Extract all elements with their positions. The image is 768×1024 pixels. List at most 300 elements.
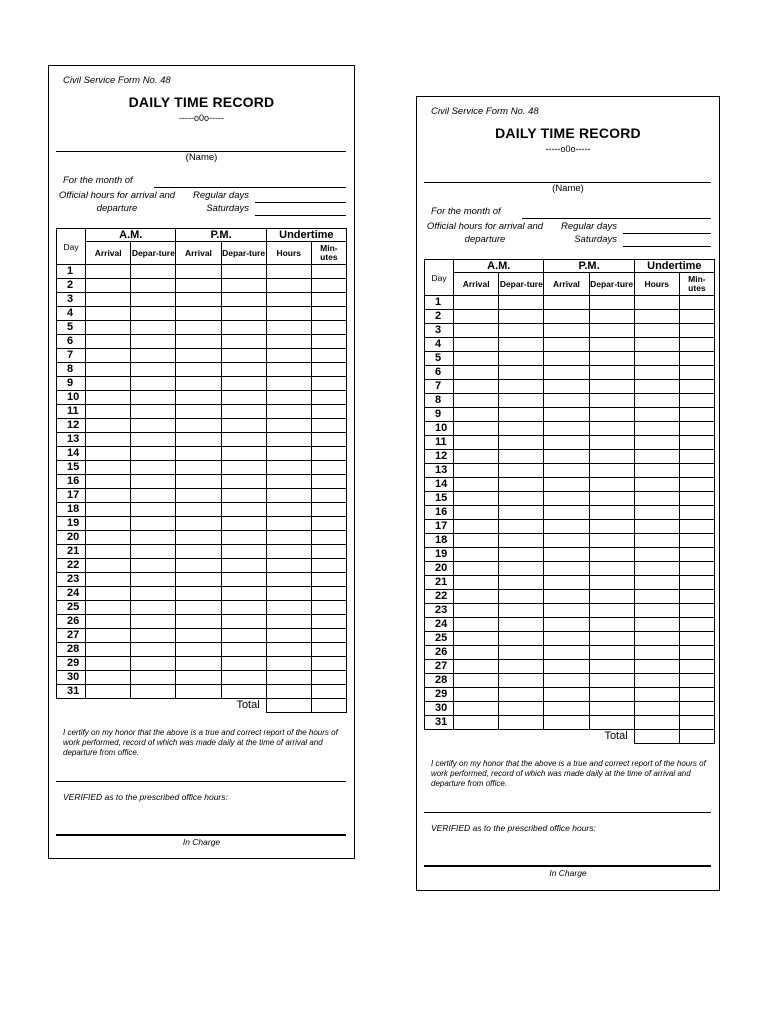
pm-departure-cell[interactable] (589, 352, 634, 366)
am-arrival-cell[interactable] (86, 335, 131, 349)
am-departure-cell[interactable] (499, 492, 544, 506)
pm-arrival-cell[interactable] (544, 506, 589, 520)
pm-departure-cell[interactable] (221, 657, 266, 671)
undertime-minutes-cell[interactable] (311, 475, 346, 489)
pm-arrival-cell[interactable] (544, 296, 589, 310)
am-departure-cell[interactable] (499, 702, 544, 716)
am-arrival-cell[interactable] (86, 363, 131, 377)
undertime-minutes-cell[interactable] (311, 265, 346, 279)
am-arrival-cell[interactable] (454, 422, 499, 436)
pm-departure-cell[interactable] (221, 559, 266, 573)
am-departure-cell[interactable] (499, 716, 544, 730)
undertime-hours-cell[interactable] (634, 478, 679, 492)
undertime-hours-cell[interactable] (266, 503, 311, 517)
am-departure-cell[interactable] (131, 391, 176, 405)
am-arrival-cell[interactable] (86, 503, 131, 517)
am-departure-cell[interactable] (499, 576, 544, 590)
am-departure-cell[interactable] (131, 587, 176, 601)
pm-departure-cell[interactable] (589, 310, 634, 324)
undertime-minutes-cell[interactable] (679, 702, 714, 716)
am-departure-cell[interactable] (499, 506, 544, 520)
am-departure-cell[interactable] (131, 321, 176, 335)
pm-departure-cell[interactable] (589, 562, 634, 576)
pm-departure-cell[interactable] (221, 391, 266, 405)
am-departure-cell[interactable] (499, 534, 544, 548)
am-arrival-cell[interactable] (86, 573, 131, 587)
am-arrival-cell[interactable] (86, 643, 131, 657)
undertime-minutes-cell[interactable] (311, 573, 346, 587)
pm-departure-cell[interactable] (221, 615, 266, 629)
undertime-hours-cell[interactable] (634, 436, 679, 450)
undertime-hours-cell[interactable] (634, 702, 679, 716)
pm-arrival-cell[interactable] (176, 643, 221, 657)
am-departure-cell[interactable] (499, 310, 544, 324)
pm-arrival-cell[interactable] (544, 660, 589, 674)
am-arrival-cell[interactable] (86, 545, 131, 559)
pm-departure-cell[interactable] (589, 366, 634, 380)
am-departure-cell[interactable] (499, 436, 544, 450)
in-charge-line[interactable] (56, 834, 346, 836)
undertime-minutes-cell[interactable] (311, 377, 346, 391)
undertime-minutes-cell[interactable] (679, 548, 714, 562)
undertime-minutes-cell[interactable] (311, 545, 346, 559)
am-departure-cell[interactable] (499, 590, 544, 604)
pm-departure-cell[interactable] (589, 646, 634, 660)
pm-arrival-cell[interactable] (176, 587, 221, 601)
am-departure-cell[interactable] (131, 335, 176, 349)
pm-departure-cell[interactable] (221, 307, 266, 321)
pm-departure-cell[interactable] (221, 405, 266, 419)
am-departure-cell[interactable] (131, 517, 176, 531)
undertime-minutes-cell[interactable] (679, 562, 714, 576)
am-departure-cell[interactable] (131, 349, 176, 363)
pm-departure-cell[interactable] (221, 363, 266, 377)
am-arrival-cell[interactable] (86, 321, 131, 335)
am-arrival-cell[interactable] (454, 548, 499, 562)
am-arrival-cell[interactable] (86, 419, 131, 433)
pm-departure-cell[interactable] (589, 436, 634, 450)
pm-departure-cell[interactable] (589, 632, 634, 646)
undertime-hours-cell[interactable] (266, 293, 311, 307)
undertime-minutes-cell[interactable] (679, 478, 714, 492)
undertime-hours-cell[interactable] (634, 688, 679, 702)
pm-departure-cell[interactable] (589, 674, 634, 688)
undertime-hours-cell[interactable] (634, 464, 679, 478)
undertime-minutes-cell[interactable] (679, 632, 714, 646)
pm-arrival-cell[interactable] (176, 489, 221, 503)
am-departure-cell[interactable] (499, 618, 544, 632)
am-arrival-cell[interactable] (86, 475, 131, 489)
pm-arrival-cell[interactable] (544, 324, 589, 338)
undertime-hours-cell[interactable] (266, 349, 311, 363)
total-minutes-cell[interactable] (679, 730, 714, 744)
undertime-minutes-cell[interactable] (311, 307, 346, 321)
am-arrival-cell[interactable] (454, 702, 499, 716)
pm-arrival-cell[interactable] (176, 671, 221, 685)
pm-arrival-cell[interactable] (176, 419, 221, 433)
pm-arrival-cell[interactable] (176, 279, 221, 293)
pm-departure-cell[interactable] (589, 520, 634, 534)
undertime-minutes-cell[interactable] (311, 391, 346, 405)
undertime-hours-cell[interactable] (266, 265, 311, 279)
undertime-minutes-cell[interactable] (311, 671, 346, 685)
pm-departure-cell[interactable] (589, 450, 634, 464)
pm-arrival-cell[interactable] (176, 559, 221, 573)
undertime-minutes-cell[interactable] (679, 534, 714, 548)
am-departure-cell[interactable] (499, 296, 544, 310)
pm-departure-cell[interactable] (589, 618, 634, 632)
am-departure-cell[interactable] (131, 531, 176, 545)
am-arrival-cell[interactable] (454, 576, 499, 590)
undertime-minutes-cell[interactable] (311, 657, 346, 671)
undertime-hours-cell[interactable] (634, 674, 679, 688)
am-arrival-cell[interactable] (454, 632, 499, 646)
pm-arrival-cell[interactable] (544, 674, 589, 688)
pm-departure-cell[interactable] (221, 475, 266, 489)
am-arrival-cell[interactable] (86, 349, 131, 363)
am-arrival-cell[interactable] (454, 618, 499, 632)
undertime-minutes-cell[interactable] (679, 310, 714, 324)
undertime-hours-cell[interactable] (266, 321, 311, 335)
am-departure-cell[interactable] (499, 562, 544, 576)
am-arrival-cell[interactable] (454, 492, 499, 506)
undertime-hours-cell[interactable] (266, 531, 311, 545)
am-arrival-cell[interactable] (86, 461, 131, 475)
undertime-minutes-cell[interactable] (311, 531, 346, 545)
am-arrival-cell[interactable] (86, 559, 131, 573)
pm-departure-cell[interactable] (589, 422, 634, 436)
undertime-minutes-cell[interactable] (679, 408, 714, 422)
am-departure-cell[interactable] (499, 338, 544, 352)
undertime-minutes-cell[interactable] (311, 517, 346, 531)
undertime-minutes-cell[interactable] (311, 405, 346, 419)
pm-arrival-cell[interactable] (544, 422, 589, 436)
am-arrival-cell[interactable] (454, 520, 499, 534)
undertime-hours-cell[interactable] (266, 363, 311, 377)
undertime-hours-cell[interactable] (266, 433, 311, 447)
month-line[interactable] (154, 187, 346, 188)
pm-arrival-cell[interactable] (544, 310, 589, 324)
undertime-minutes-cell[interactable] (311, 643, 346, 657)
undertime-minutes-cell[interactable] (679, 422, 714, 436)
am-departure-cell[interactable] (499, 394, 544, 408)
undertime-hours-cell[interactable] (634, 352, 679, 366)
am-departure-cell[interactable] (131, 405, 176, 419)
am-departure-cell[interactable] (499, 450, 544, 464)
pm-arrival-cell[interactable] (176, 321, 221, 335)
pm-departure-cell[interactable] (221, 671, 266, 685)
am-departure-cell[interactable] (131, 461, 176, 475)
am-arrival-cell[interactable] (454, 716, 499, 730)
pm-arrival-cell[interactable] (176, 363, 221, 377)
undertime-minutes-cell[interactable] (311, 629, 346, 643)
undertime-hours-cell[interactable] (634, 492, 679, 506)
am-arrival-cell[interactable] (86, 447, 131, 461)
am-departure-cell[interactable] (499, 464, 544, 478)
undertime-minutes-cell[interactable] (679, 506, 714, 520)
pm-arrival-cell[interactable] (176, 517, 221, 531)
undertime-minutes-cell[interactable] (311, 615, 346, 629)
am-departure-cell[interactable] (131, 671, 176, 685)
am-departure-cell[interactable] (131, 377, 176, 391)
undertime-minutes-cell[interactable] (679, 492, 714, 506)
am-arrival-cell[interactable] (86, 293, 131, 307)
undertime-minutes-cell[interactable] (311, 489, 346, 503)
am-departure-cell[interactable] (131, 559, 176, 573)
am-arrival-cell[interactable] (454, 324, 499, 338)
undertime-minutes-cell[interactable] (311, 349, 346, 363)
am-departure-cell[interactable] (131, 545, 176, 559)
am-arrival-cell[interactable] (454, 562, 499, 576)
pm-arrival-cell[interactable] (544, 520, 589, 534)
pm-departure-cell[interactable] (221, 587, 266, 601)
pm-departure-cell[interactable] (221, 601, 266, 615)
undertime-minutes-cell[interactable] (311, 363, 346, 377)
pm-arrival-cell[interactable] (544, 576, 589, 590)
undertime-minutes-cell[interactable] (311, 433, 346, 447)
undertime-hours-cell[interactable] (266, 377, 311, 391)
undertime-minutes-cell[interactable] (679, 324, 714, 338)
signature-line[interactable] (424, 812, 711, 813)
undertime-minutes-cell[interactable] (311, 321, 346, 335)
pm-arrival-cell[interactable] (176, 433, 221, 447)
undertime-minutes-cell[interactable] (679, 352, 714, 366)
pm-departure-cell[interactable] (589, 380, 634, 394)
am-departure-cell[interactable] (499, 408, 544, 422)
undertime-minutes-cell[interactable] (679, 380, 714, 394)
pm-arrival-cell[interactable] (544, 394, 589, 408)
pm-arrival-cell[interactable] (176, 601, 221, 615)
undertime-minutes-cell[interactable] (311, 335, 346, 349)
am-departure-cell[interactable] (131, 489, 176, 503)
undertime-hours-cell[interactable] (266, 643, 311, 657)
am-departure-cell[interactable] (499, 646, 544, 660)
undertime-minutes-cell[interactable] (311, 279, 346, 293)
total-hours-cell[interactable] (266, 699, 311, 713)
am-arrival-cell[interactable] (86, 377, 131, 391)
am-arrival-cell[interactable] (454, 506, 499, 520)
am-arrival-cell[interactable] (86, 265, 131, 279)
am-departure-cell[interactable] (131, 685, 176, 699)
pm-departure-cell[interactable] (589, 506, 634, 520)
pm-arrival-cell[interactable] (544, 380, 589, 394)
am-departure-cell[interactable] (131, 433, 176, 447)
undertime-minutes-cell[interactable] (679, 464, 714, 478)
undertime-hours-cell[interactable] (634, 590, 679, 604)
pm-arrival-cell[interactable] (176, 461, 221, 475)
pm-arrival-cell[interactable] (544, 534, 589, 548)
undertime-hours-cell[interactable] (634, 632, 679, 646)
pm-arrival-cell[interactable] (544, 548, 589, 562)
undertime-hours-cell[interactable] (634, 450, 679, 464)
undertime-hours-cell[interactable] (266, 517, 311, 531)
am-arrival-cell[interactable] (454, 646, 499, 660)
pm-arrival-cell[interactable] (544, 352, 589, 366)
undertime-hours-cell[interactable] (634, 296, 679, 310)
am-arrival-cell[interactable] (86, 685, 131, 699)
am-departure-cell[interactable] (499, 324, 544, 338)
pm-departure-cell[interactable] (221, 279, 266, 293)
pm-arrival-cell[interactable] (176, 629, 221, 643)
undertime-hours-cell[interactable] (266, 307, 311, 321)
undertime-minutes-cell[interactable] (679, 716, 714, 730)
pm-departure-cell[interactable] (221, 447, 266, 461)
am-arrival-cell[interactable] (86, 391, 131, 405)
undertime-minutes-cell[interactable] (679, 520, 714, 534)
pm-arrival-cell[interactable] (176, 475, 221, 489)
undertime-minutes-cell[interactable] (679, 646, 714, 660)
pm-arrival-cell[interactable] (176, 545, 221, 559)
undertime-minutes-cell[interactable] (679, 394, 714, 408)
undertime-hours-cell[interactable] (634, 562, 679, 576)
am-departure-cell[interactable] (499, 478, 544, 492)
am-arrival-cell[interactable] (454, 674, 499, 688)
am-arrival-cell[interactable] (86, 405, 131, 419)
pm-departure-cell[interactable] (589, 702, 634, 716)
undertime-minutes-cell[interactable] (311, 447, 346, 461)
undertime-hours-cell[interactable] (266, 559, 311, 573)
pm-departure-cell[interactable] (221, 489, 266, 503)
pm-arrival-cell[interactable] (176, 377, 221, 391)
pm-arrival-cell[interactable] (544, 338, 589, 352)
undertime-hours-cell[interactable] (266, 335, 311, 349)
pm-departure-cell[interactable] (221, 335, 266, 349)
am-departure-cell[interactable] (499, 688, 544, 702)
am-arrival-cell[interactable] (86, 489, 131, 503)
am-arrival-cell[interactable] (454, 450, 499, 464)
am-departure-cell[interactable] (131, 419, 176, 433)
am-arrival-cell[interactable] (86, 517, 131, 531)
am-arrival-cell[interactable] (454, 604, 499, 618)
pm-arrival-cell[interactable] (176, 685, 221, 699)
am-arrival-cell[interactable] (454, 436, 499, 450)
undertime-minutes-cell[interactable] (679, 604, 714, 618)
pm-arrival-cell[interactable] (544, 562, 589, 576)
pm-departure-cell[interactable] (221, 503, 266, 517)
am-arrival-cell[interactable] (454, 478, 499, 492)
am-arrival-cell[interactable] (86, 629, 131, 643)
undertime-hours-cell[interactable] (634, 576, 679, 590)
pm-departure-cell[interactable] (589, 660, 634, 674)
pm-arrival-cell[interactable] (176, 531, 221, 545)
am-departure-cell[interactable] (131, 279, 176, 293)
am-arrival-cell[interactable] (454, 688, 499, 702)
pm-departure-cell[interactable] (221, 321, 266, 335)
pm-departure-cell[interactable] (221, 461, 266, 475)
pm-arrival-cell[interactable] (544, 366, 589, 380)
pm-arrival-cell[interactable] (176, 307, 221, 321)
signature-line[interactable] (56, 781, 346, 782)
pm-arrival-cell[interactable] (176, 657, 221, 671)
pm-arrival-cell[interactable] (544, 702, 589, 716)
regular-days-line[interactable] (255, 202, 346, 203)
pm-departure-cell[interactable] (589, 576, 634, 590)
pm-arrival-cell[interactable] (176, 615, 221, 629)
undertime-hours-cell[interactable] (634, 646, 679, 660)
undertime-hours-cell[interactable] (266, 685, 311, 699)
undertime-hours-cell[interactable] (634, 618, 679, 632)
undertime-hours-cell[interactable] (266, 279, 311, 293)
am-arrival-cell[interactable] (454, 590, 499, 604)
pm-arrival-cell[interactable] (544, 478, 589, 492)
pm-departure-cell[interactable] (589, 688, 634, 702)
undertime-hours-cell[interactable] (266, 601, 311, 615)
undertime-hours-cell[interactable] (634, 380, 679, 394)
undertime-minutes-cell[interactable] (679, 436, 714, 450)
undertime-hours-cell[interactable] (266, 657, 311, 671)
pm-departure-cell[interactable] (589, 492, 634, 506)
in-charge-line[interactable] (424, 865, 711, 867)
am-arrival-cell[interactable] (86, 615, 131, 629)
undertime-hours-cell[interactable] (266, 615, 311, 629)
pm-arrival-cell[interactable] (544, 464, 589, 478)
pm-departure-cell[interactable] (589, 534, 634, 548)
saturdays-line[interactable] (623, 246, 711, 247)
undertime-minutes-cell[interactable] (679, 296, 714, 310)
am-departure-cell[interactable] (499, 604, 544, 618)
pm-arrival-cell[interactable] (176, 335, 221, 349)
undertime-hours-cell[interactable] (634, 548, 679, 562)
am-departure-cell[interactable] (131, 475, 176, 489)
am-arrival-cell[interactable] (454, 380, 499, 394)
undertime-hours-cell[interactable] (266, 405, 311, 419)
am-departure-cell[interactable] (131, 307, 176, 321)
undertime-hours-cell[interactable] (634, 408, 679, 422)
undertime-minutes-cell[interactable] (679, 590, 714, 604)
undertime-hours-cell[interactable] (266, 545, 311, 559)
undertime-minutes-cell[interactable] (311, 461, 346, 475)
pm-departure-cell[interactable] (221, 293, 266, 307)
pm-arrival-cell[interactable] (176, 573, 221, 587)
am-arrival-cell[interactable] (86, 531, 131, 545)
undertime-hours-cell[interactable] (266, 419, 311, 433)
am-arrival-cell[interactable] (86, 601, 131, 615)
am-departure-cell[interactable] (131, 615, 176, 629)
pm-departure-cell[interactable] (221, 531, 266, 545)
undertime-minutes-cell[interactable] (679, 660, 714, 674)
pm-arrival-cell[interactable] (176, 503, 221, 517)
am-departure-cell[interactable] (499, 380, 544, 394)
am-departure-cell[interactable] (131, 573, 176, 587)
undertime-hours-cell[interactable] (266, 587, 311, 601)
undertime-hours-cell[interactable] (266, 489, 311, 503)
pm-departure-cell[interactable] (589, 604, 634, 618)
undertime-hours-cell[interactable] (266, 573, 311, 587)
undertime-hours-cell[interactable] (266, 461, 311, 475)
am-departure-cell[interactable] (499, 520, 544, 534)
am-arrival-cell[interactable] (86, 671, 131, 685)
am-arrival-cell[interactable] (454, 408, 499, 422)
am-arrival-cell[interactable] (86, 657, 131, 671)
undertime-hours-cell[interactable] (634, 422, 679, 436)
am-departure-cell[interactable] (499, 660, 544, 674)
am-arrival-cell[interactable] (86, 279, 131, 293)
undertime-hours-cell[interactable] (634, 310, 679, 324)
pm-departure-cell[interactable] (589, 464, 634, 478)
am-departure-cell[interactable] (131, 363, 176, 377)
am-departure-cell[interactable] (131, 265, 176, 279)
am-departure-cell[interactable] (499, 548, 544, 562)
am-arrival-cell[interactable] (454, 310, 499, 324)
pm-arrival-cell[interactable] (544, 590, 589, 604)
am-departure-cell[interactable] (131, 643, 176, 657)
undertime-minutes-cell[interactable] (679, 576, 714, 590)
undertime-minutes-cell[interactable] (311, 293, 346, 307)
am-departure-cell[interactable] (131, 629, 176, 643)
undertime-hours-cell[interactable] (266, 475, 311, 489)
am-departure-cell[interactable] (131, 601, 176, 615)
undertime-hours-cell[interactable] (634, 534, 679, 548)
